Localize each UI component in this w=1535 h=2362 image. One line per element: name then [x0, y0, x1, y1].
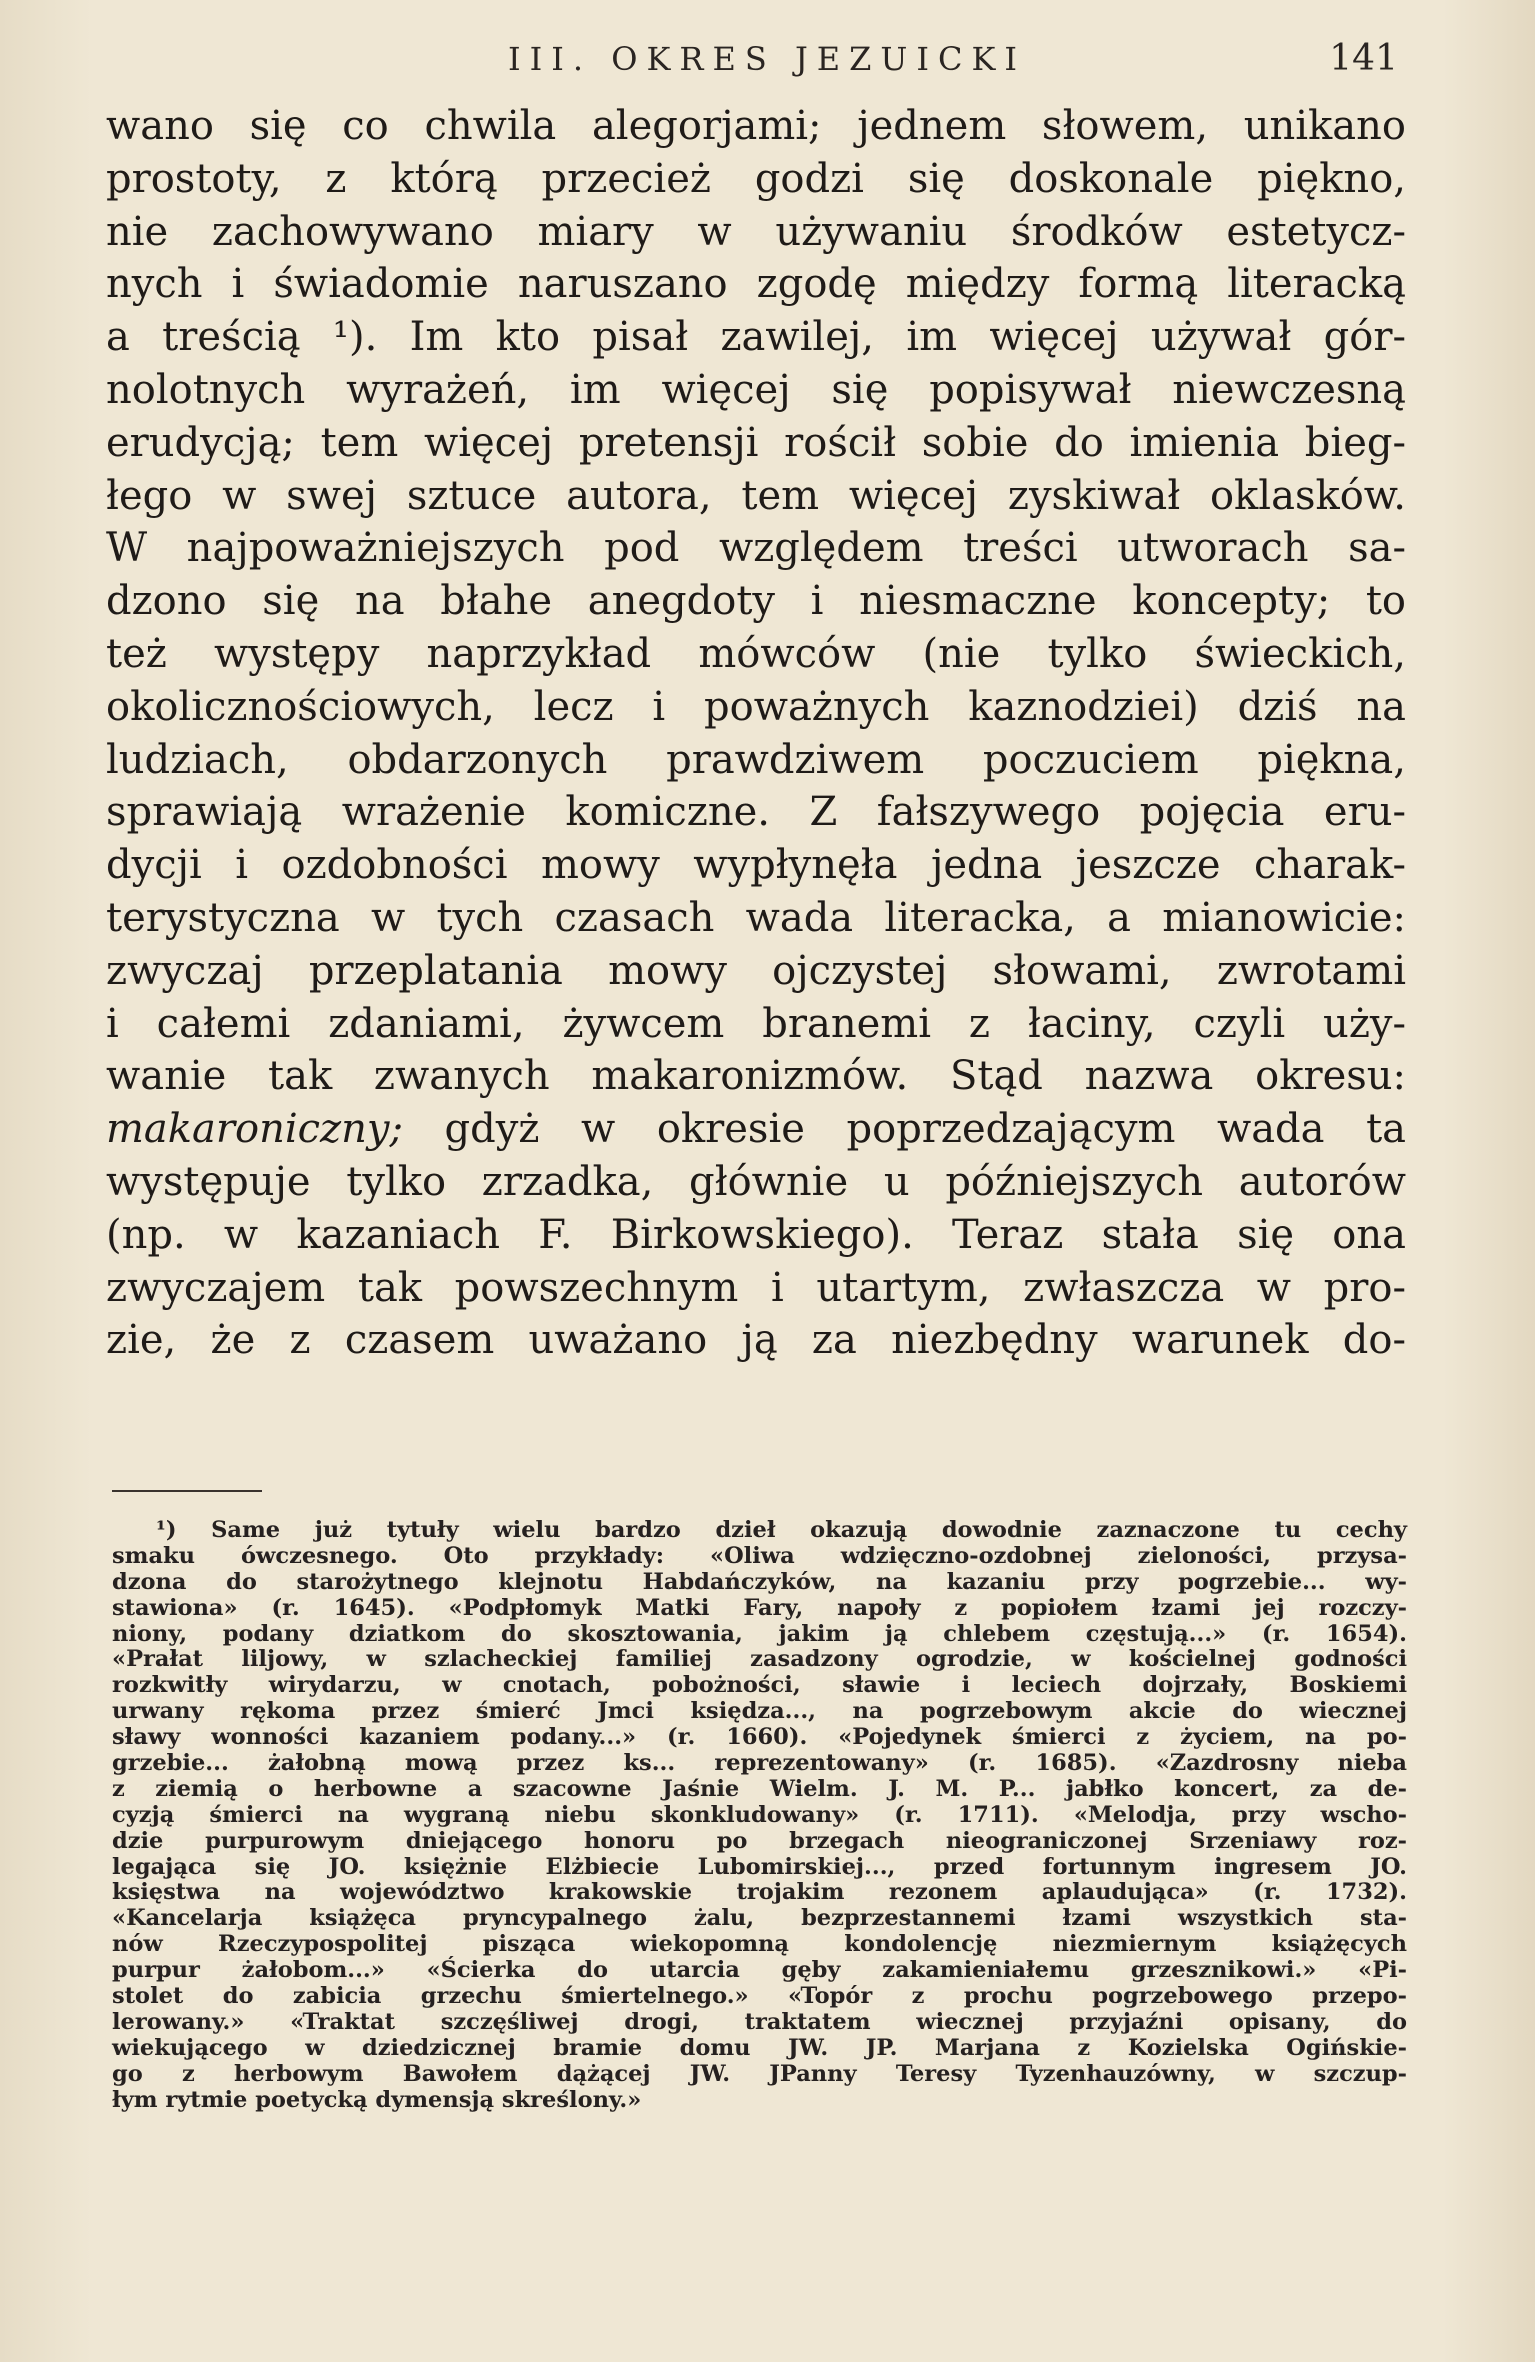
text-line: ludziach, obdarzonych prawdziwem poczuciem piękna, [106, 736, 1406, 783]
footnote-line: urwany rękoma przez śmierć Jmci księdza..., na pogrzebowym akcie do wiecznej [112, 1698, 1407, 1725]
text-line: prostoty, z którą przecież godzi się doskonale piękno, [106, 155, 1406, 202]
footnote-line: «Prałat liljowy, w szlacheckiej familiej zasadzony ogrodzie, w kościelnej godności [112, 1646, 1407, 1673]
text-line: zie, że z czasem uważano ją za niezbędny warunek do- [106, 1317, 1406, 1364]
text-line: erudycją; tem więcej pretensji rościł sobie do imienia bieg- [106, 419, 1406, 466]
footnote-line: wiekującego w dziedzicznej bramie domu JW. JP. Marjana z Kozielska Ogińskie- [112, 2034, 1407, 2061]
text-line: a treścią ¹). Im kto pisał zawilej, im więcej używał gór- [106, 314, 1406, 361]
text-line: też występy naprzykład mówców (nie tylko świeckich, [106, 630, 1406, 677]
footnote-line: stawiona» (r. 1645). «Podpłomyk Matki Fary, napoły z popiołem łzami jej rozczy- [112, 1594, 1407, 1621]
text-line: okolicznościowych, lecz i poważnych kaznodziei) dziś na [106, 683, 1406, 730]
footnote-line: purpur żałobom...» «Ścierka do utarcia gęby zakamieniałemu grzesznikowi.» «Pi- [112, 1957, 1407, 1984]
text-line: terystyczna w tych czasach wada literacka, a mianowicie: [106, 894, 1406, 941]
text-line: nych i świadomie naruszano zgodę między formą literacką [106, 261, 1406, 308]
footnote-line: cyzją śmierci na wygraną niebu skonkludowany» (r. 1711). «Melodja, przy wscho- [112, 1801, 1407, 1828]
footnote-line: rozkwitły wirydarzu, w cnotach, pobożności, sławie i leciech dojrzały, Boskiemi [112, 1672, 1407, 1699]
footnote-line: dzie purpurowym dniejącego honoru po brzegach nieograniczonej Srzeniawy roz- [112, 1827, 1407, 1854]
footnote-divider [112, 1490, 262, 1492]
footnote-line: smaku ówczesnego. Oto przykłady: «Oliwa wdzięczno-ozdobnej zieloności, przysa- [112, 1542, 1407, 1569]
footnote-line: nów Rzeczypospolitej pisząca wiekopomną kondolencję niezmiernym książęcych [112, 1931, 1407, 1958]
text-line: dycji i ozdobności mowy wypłynęła jedna jeszcze charak- [106, 842, 1406, 889]
text-line: i całemi zdaniami, żywcem branemi z łaciny, czyli uży- [106, 1000, 1406, 1047]
text-line-rest: gdyż w okresie poprzedzającym wada ta [444, 1106, 1406, 1153]
text-line: dzono się na błahe anegdoty i niesmaczne koncepty; to [106, 578, 1406, 625]
text-line: zwyczaj przeplatania mowy ojczystej słowami, zwrotami [106, 947, 1406, 994]
text-line: zwyczajem tak powszechnym i utartym, zwłaszcza w pro- [106, 1264, 1406, 1311]
footnote-line: go z herbowym Bawołem dążącej JW. JPanny Teresy Tyzenhauzówny, w szczup- [112, 2060, 1407, 2087]
italic-term: makaroniczny; [106, 1106, 403, 1153]
text-line: występuje tylko zrzadka, głównie u późniejszych autorów [106, 1158, 1406, 1205]
running-head: III. OKRES JEZUICKI [508, 40, 1027, 78]
footnote-line: ¹) Same już tytuły wielu bardzo dzieł okazują dowodnie zaznaczone tu cechy [156, 1517, 1407, 1543]
text-line-with-term [106, 1103, 1406, 1156]
text-line: łego w swej sztuce autora, tem więcej zyskiwał oklasków. [106, 472, 1406, 519]
page-number: 141 [1329, 38, 1398, 79]
page-header [108, 36, 1398, 86]
footnote-line: grzebie... żałobną mową przez ks... reprezentowany» (r. 1685). «Zazdrosny nieba [112, 1750, 1407, 1777]
footnote-line: stolet do zabicia grzechu śmiertelnego.» «Topór z prochu pogrzebowego przepo- [112, 1983, 1407, 2010]
footnote-line: legająca się JO. księżnie Elżbiecie Lubomirskiej..., przed fortunnym ingresem JO. [112, 1853, 1407, 1880]
footnote-line: łym rytmie poetycką dymensją skreślony.» [112, 2086, 642, 2113]
text-line: sprawiają wrażenie komiczne. Z fałszywego pojęcia eru- [106, 789, 1406, 836]
text-line: wano się co chwila alegorjami; jednem słowem, unikano [106, 103, 1406, 149]
text-line: nolotnych wyrażeń, im więcej się popisywał niewczesną [106, 366, 1406, 413]
text-line: nie zachowywano miary w używaniu środków estetycz- [106, 208, 1406, 255]
footnote-line: dzona do starożytnego klejnotu Habdańczyków, na kazaniu przy pogrzebie... wy- [112, 1568, 1407, 1595]
footnote-line: z ziemią o herbowne a szacowne Jaśnie Wielm. J. M. P... jabłko koncert, za de- [112, 1775, 1407, 1802]
footnote [112, 1518, 1407, 2113]
text-line: W najpoważniejszych pod względem treści utworach sa- [106, 525, 1406, 572]
footnote-line: lerowany.» «Traktat szczęśliwej drogi, traktatem wiecznej przyjaźni opisany, do [112, 2008, 1407, 2035]
footnote-line: niony, podany dziatkom do skosztowania, jakim ją chlebem częstują...» (r. 1654). [112, 1620, 1407, 1647]
main-text [106, 100, 1406, 1367]
text-line: wanie tak zwanych makaronizmów. Stąd nazwa okresu: [106, 1053, 1406, 1100]
footnote-line: księstwa na województwo krakowskie trojakim rezonem aplaudująca» (r. 1732). [112, 1879, 1407, 1906]
footnote-line: «Kancelarja książęca pryncypalnego żalu, bezprzestannemi łzami wszystkich sta- [112, 1905, 1407, 1932]
footnote-line: sławy wonności kazaniem podany...» (r. 1660). «Pojedynek śmierci z życiem, na po- [112, 1724, 1407, 1751]
text-line: (np. w kazaniach F. Birkowskiego). Teraz stała się ona [106, 1211, 1406, 1258]
